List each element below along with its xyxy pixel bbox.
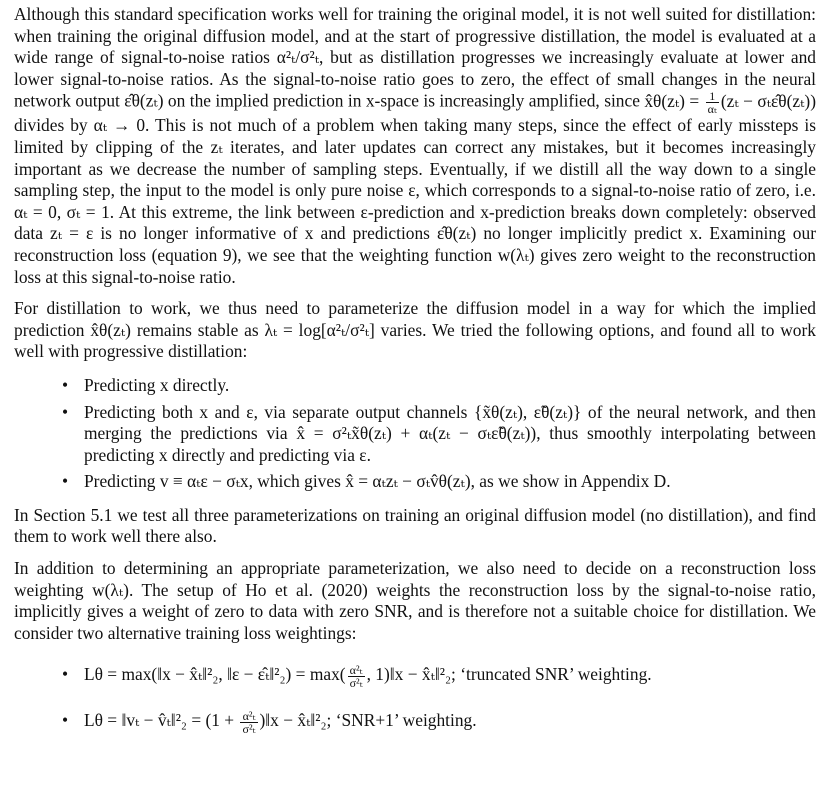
math-lambda: λₜ = log[α²ₜ/σ²ₜ] (264, 319, 375, 340)
fraction-denominator: σ²ₜ (242, 721, 256, 736)
text-run: . This is not much of a problem when taking many steps, since the effect of early missteps is limited by clipping of the (14, 115, 816, 157)
math-fraction (240, 710, 257, 735)
list-item-snr-plus-one (14, 700, 816, 740)
text-run: , which corresponds to a signal-to-noise ratio of zero, i.e. (415, 180, 816, 201)
bullet-icon: • (62, 374, 69, 395)
text-run: . At this extreme, the link between (109, 201, 361, 222)
paragraph-section-reference: In Section 5.1 we test all three parameterizations on training an original diffusion model (no distillation), and find them to work well there also. (14, 504, 816, 547)
paragraph-distillation-problem (14, 4, 816, 288)
text-run: divides by (14, 115, 94, 136)
text-run: . (366, 444, 371, 465)
text-run: , but as distillation progresses we increasingly evaluate at lower and lower signal-to-noise ratios. As the signal-to-noise ratio goes to zero, the effect of small changes in the neural network output (14, 47, 816, 111)
parameterization-options-list (14, 375, 816, 493)
text-run: . The setup of Ho et al. (2020) weights the reconstruction loss by the signal-to-noise ratio, implicitly gives a weight of zero to data with zero SNR, and is therefore not a suitable choice for distillation. We consider two alternative training loss weightings: (14, 579, 816, 643)
fraction-denominator: αₜ (707, 102, 717, 117)
math-x-hat-from-v: x̂ = αₜzₜ − σₜv̂θ(zₜ) (345, 471, 471, 492)
math-loss-truncated-tail: , 1)‖x − x̂ₜ‖²₂ (366, 664, 452, 685)
math-eps: ε (408, 180, 416, 201)
text-run: , via separate output channels (253, 401, 474, 422)
text-run: ; ‘SNR+1’ weighting. (326, 710, 477, 731)
math-alpha-limit: αₜ → 0 (93, 115, 146, 136)
math-x: x (365, 90, 375, 111)
math-part: x̂θ(zₜ) = (644, 90, 704, 111)
text-run: and (208, 401, 247, 422)
math-loss-snr-plus-one-tail: )‖x − x̂ₜ‖²₂ (259, 710, 327, 731)
list-item-option-2 (14, 402, 816, 467)
text-run: and predictions (313, 223, 438, 244)
text-run: -space is increasingly amplified, since (374, 90, 645, 111)
math-z-t: zₜ (210, 136, 223, 157)
text-run: remains stable as (130, 319, 265, 340)
math-fraction (706, 90, 719, 115)
text-run: , as we show in Appendix D. (470, 471, 671, 492)
fraction-numerator: α²ₜ (240, 710, 257, 723)
math-x: x (304, 223, 314, 244)
math-x: x (199, 401, 209, 422)
text-run: For distillation to work, we thus need to parameterize the diffusion model in a way for which the implied prediction (14, 298, 816, 340)
math-loss-snr-plus-one: Lθ = ‖vₜ − v̂ₜ‖²₂ = (1 + (84, 710, 239, 731)
math-x: x (689, 223, 699, 244)
math-eps: ε (360, 201, 368, 222)
bullet-icon: • (62, 710, 69, 731)
text-run: directly and predicting via (167, 444, 360, 465)
fraction-numerator: 1 (706, 90, 719, 103)
list-item-truncated-snr (14, 654, 816, 694)
text-run: directly. (168, 374, 230, 395)
math-weighting-function: w(λₜ) (92, 579, 129, 600)
math-x: x (480, 201, 489, 222)
text-run: -prediction breaks down completely: observed data (14, 201, 817, 244)
text-run: no longer implicitly predict (476, 223, 690, 244)
math-part: (zₜ − σₜε̂θ(zₜ)) (720, 90, 816, 111)
math-x: x (159, 374, 169, 395)
math-alpha-sigma-values: αₜ = 0, σₜ = 1 (14, 201, 110, 222)
fraction-denominator: σ²ₜ (349, 675, 363, 690)
list-item-option-1 (14, 375, 816, 397)
math-eps-hat: ε̂θ(zₜ) (437, 223, 477, 244)
text-run: of the neural network, and then merging the predictions via (84, 401, 816, 444)
text-run: , thus smoothly interpolating between predicting (84, 423, 816, 465)
text-run: -prediction and (367, 201, 481, 222)
text-run: In addition to determining an appropriate parameterization, we also need to decide on a reconstruction loss weighting (14, 558, 816, 600)
text-run: Predicting (84, 471, 160, 492)
math-eps: ε (359, 444, 367, 465)
text-run: varies. We tried the following options, and found all to work well with progressive distillation: (14, 319, 816, 362)
paragraph-loss-weighting (14, 558, 816, 644)
math-x-hat-formula (644, 89, 816, 117)
math-x-hat: x̂θ(zₜ) (90, 319, 131, 340)
math-output-channels: {x̃θ(zₜ), ε̃θ(zₜ)} (473, 401, 582, 422)
text-run: is no longer informative of (93, 223, 305, 244)
math-z-equals-eps: zₜ = ε (50, 223, 94, 244)
text-run: on the implied prediction in (163, 90, 366, 111)
math-merge-formula: x̂ = σ²ₜx̃θ(zₜ) + αₜ(zₜ − σₜε̃θ(zₜ)) (296, 423, 537, 444)
math-x: x (158, 444, 168, 465)
math-eps: ε (246, 401, 254, 422)
math-eps-hat: ε̂θ(zₜ) (124, 90, 164, 111)
bullet-icon: • (62, 401, 69, 422)
text-run: Although this standard specification works well for training the original model, it is not well suited for distillation: when training the original diffusion model, and at the start of progressive distillation, the model is evaluated at a wide range of signal-to-noise ratios (14, 4, 816, 68)
math-fraction (348, 664, 365, 689)
math-v-definition: v ≡ αₜε − σₜx (159, 471, 249, 492)
text-run: gives zero weight to the reconstruction loss at this signal-to-noise ratio. (14, 244, 816, 287)
text-run: . Examining our reconstruction loss (equation 9), we see that the weighting function (14, 223, 816, 265)
text-run: ; ‘truncated SNR’ weighting. (451, 664, 652, 685)
math-loss-truncated: Lθ = max(‖x − x̂ₜ‖²₂, ‖ε − ε̂ₜ‖²₂) = max( (84, 664, 346, 685)
text-run: Predicting both (84, 401, 200, 422)
text-run: , which gives (248, 471, 346, 492)
bullet-icon: • (62, 471, 69, 492)
text-run: iterates, and later updates can correct any mistakes, but it becomes increasingly important as we decrease the number of sampling steps. Eventually, if we distill all the way down to a single sampling step, the input to the model is only pure noise (14, 136, 817, 201)
paragraph-parameterization (14, 298, 816, 363)
math-weighting-function: w(λₜ) (497, 244, 535, 265)
fraction-numerator: α²ₜ (348, 664, 365, 677)
math-snr: α²ₜ/σ²ₜ (276, 47, 320, 68)
paper-page (14, 4, 816, 750)
loss-weightings-list (14, 654, 816, 740)
text-run: Predicting (84, 374, 160, 395)
bullet-icon: • (62, 664, 69, 685)
list-item-option-3 (14, 471, 816, 493)
